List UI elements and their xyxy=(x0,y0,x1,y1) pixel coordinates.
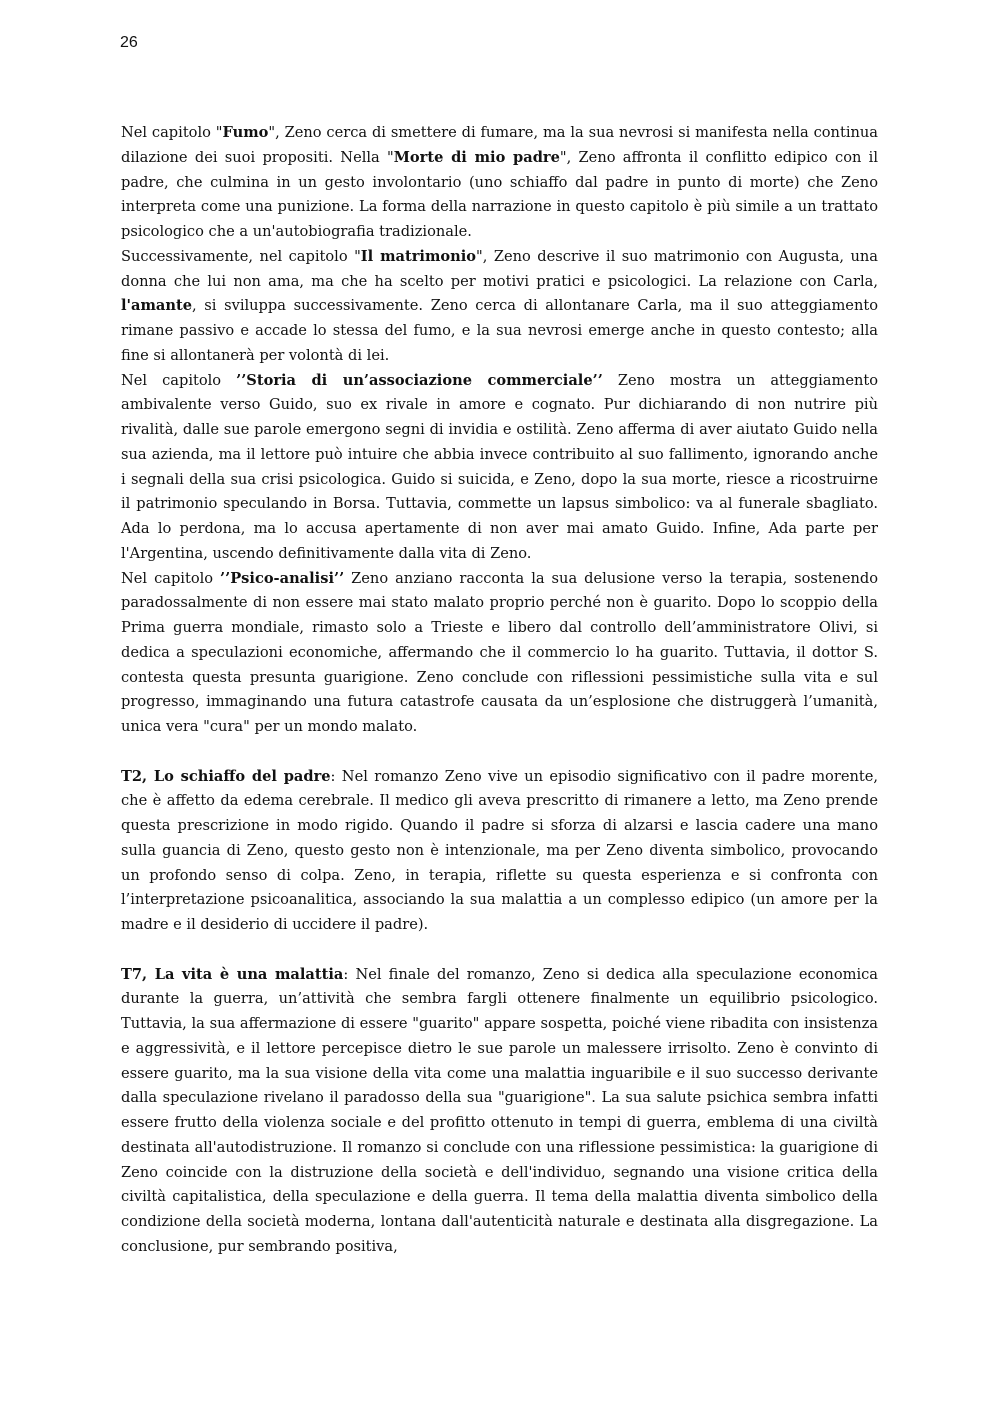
bold-term-amante: l'amante xyxy=(121,297,193,315)
paragraph-fumo: Nel capitolo "Fumo", Zeno cerca di smettere di fumare, ma la sua nevrosi si manifesta nella continua dilazione dei suoi propositi. Nella "Morte di mio padre", Zeno affronta il conflitto edipico con il padre, che culmina in un gesto involontario (uno schiaffo dal padre in punto di morte) che Zeno interpreta come una punizione. La forma della narrazione in questo capitolo è più simile a un trattato psicologico che a un'autobiografia tradizionale. xyxy=(121,124,879,240)
paragraph-t2-schiaffo: T2, Lo schiaffo del padre: Nel romanzo Zeno vive un episodio significativo con il padre morente, che è affetto da edema cerebrale. Il medico gli aveva prescritto di rimanere a letto, ma Zeno prende questa prescrizione in modo rigido. Quando il padre si sforza di alzarsi e lascia cadere una mano sulla guancia di Zeno, questo gesto non è intenzionale, ma per Zeno diventa simbolico, provocando un profondo senso di colpa. Zeno, in terapia, riflette su questa esperienza e si confronta con l’interpretazione psicoanalitica, associando la sua malattia a un complesso edipico (un amore per la madre e il desiderio di uccidere il padre). xyxy=(121,767,878,933)
paragraph-associazione-commerciale: Nel capitolo ’’Storia di un’associazione commerciale’’ Zeno mostra un atteggiamento ambivalente verso Guido, suo ex rivale in amore e cognato. Pur dichiarando di non nutrire più rivalità, dalle sue parole emergono segni di invidia e ostilità. Zeno afferma di aver aiutato Guido nella sua azienda, ma il lettore può intuire che abbia invece contribuito al suo fallimento, ignorando anche i segnali della sua crisi psicologica. Guido si suicida, e Zeno, dopo la sua morte, riesce a ricostruirne il patrimonio speculando in Borsa. Tuttavia, commette un lapsus simbolico: va al funerale sbagliato. Ada lo perdona, ma lo accusa apertamente di non aver mai amato Guido. Infine, Ada parte per l'Argentina, uscendo definitivamente dalla vita di Zeno. xyxy=(121,371,879,562)
section-heading-t2: T2, Lo schiaffo del padre xyxy=(121,767,331,785)
paragraph-t7-malattia: T7, La vita è una malattia: Nel finale del romanzo, Zeno si dedica alla speculazione economica durante la guerra, un’attività che sembra fargli ottenere finalmente un equilibrio psicologico. Tuttavia, la sua affermazione di essere "guarito" appare sospetta, poiché viene ribadita con insistenza e aggressività, e il lettore percepisce dietro le sue parole un malessere irrisolto. Zeno è convinto di essere guarito, ma la sua visione della vita come una malattia inguaribile e il suo successo derivante dalla speculazione rivelano il paradosso della sua "guarigione". La sua salute psichica sembra infatti essere frutto della violenza sociale e del profitto ottenuto in tempi di guerra, emblema di una civiltà destinata all'autodistruzione. Il romanzo si conclude con una riflessione pessimistica: la guarigione di Zeno coincide con la distruzione della società e dell'individuo, segnando una visione critica della civiltà capitalistica, della speculazione e della guerra. Il tema della malattia diventa simbolico della condizione della società moderna, lontana dall'autenticità naturale e destinata alla disgregazione. La conclusione, pur sembrando positiva, xyxy=(121,965,878,1255)
bold-term-il-matrimonio: Il matrimonio xyxy=(360,247,477,265)
bold-term-morte-di-mio-padre: Morte di mio padre xyxy=(393,148,560,166)
bold-term-psico-analisi: ’’Psico-analisi’’ xyxy=(220,569,345,587)
bold-term-fumo: Fumo xyxy=(222,124,269,141)
page-number: 26 xyxy=(120,34,138,51)
section-heading-t7: T7, La vita è una malattia xyxy=(121,965,344,983)
bold-term-associazione-commerciale: ’’Storia di un’associazione commerciale’’ xyxy=(236,371,603,389)
document-body xyxy=(121,121,878,1260)
paragraph-psico-analisi: Nel capitolo ’’Psico-analisi’’ Zeno anziano racconta la sua delusione verso la terapia, sostenendo paradossalmente di non essere mai stato malato proprio perché non è guarito. Dopo lo scoppio della Prima guerra mondiale, rimasto solo a Trieste e libero dal controllo dell’amministratore Olivi, si dedica a speculazioni economiche, affermando che il commercio lo ha guarito. Tuttavia, il dottor S. contesta questa presunta guarigione. Zeno conclude con riflessioni pessimistiche sulla vita e sul progresso, immaginando una futura catastrofe causata da un’esplosione che distruggerà l’umanità, unica vera "cura" per un mondo malato. xyxy=(121,569,878,735)
paragraph-matrimonio: Successivamente, nel capitolo "Il matrimonio", Zeno descrive il suo matrimonio con Augusta, una donna che lui non ama, ma che ha scelto per motivi pratici e psicologici. La relazione con Carla, l'amante, si sviluppa successivamente. Zeno cerca di allontanare Carla, ma il suo atteggiamento rimane passivo e accade lo stessa del fumo, e la sua nevrosi emerge anche in questo contesto; alla fine si allontanerà per volontà di lei. xyxy=(121,247,878,364)
